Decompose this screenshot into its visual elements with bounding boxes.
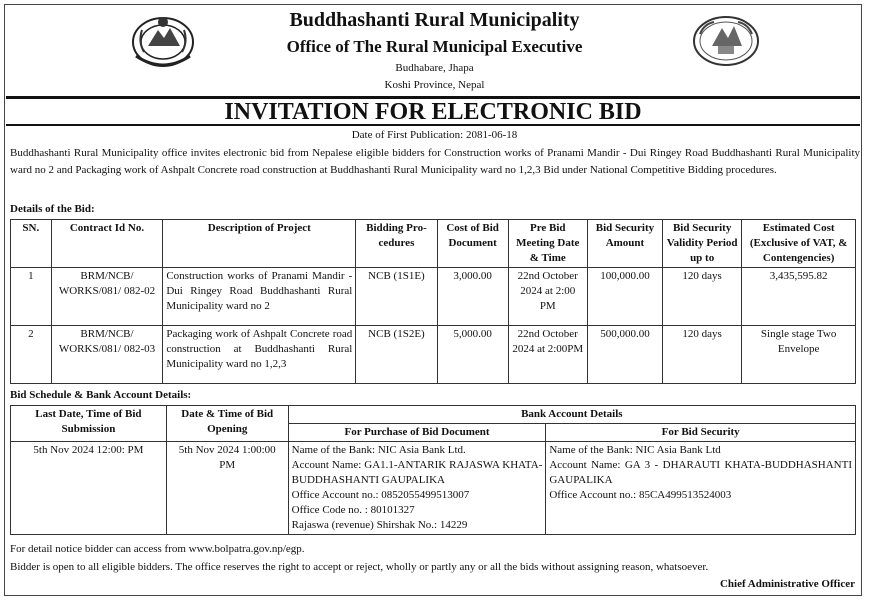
address-line-1: Budhabare, Jhapa [395,62,474,74]
table-header-cell: Pre Bid Meeting Date & Time [508,220,587,268]
detail-notice-text: For detail notice bidder can access from www.bolpatra.gov.np/egp. [10,543,305,555]
table-header-row [11,220,856,268]
table-row [11,326,856,384]
table-row [11,442,856,535]
security-bank-cell [546,442,856,535]
bank-line: Office Account no.: 85CA499513524003 [549,489,732,501]
schedule-table [10,405,856,535]
schedule-label: Bid Schedule & Bank Account Details: [10,389,192,401]
table-header-cell: Bid Security Amount [587,220,662,268]
table-cell: 5th Nov 2024 12:00: PM [11,442,167,535]
table-cell: 22nd October 2024 at 2:00PM [508,326,587,384]
table-header-cell: Bidding Pro-cedures [356,220,437,268]
purchase-bank-cell [288,442,546,535]
bank-line: Name of the Bank: NIC Asia Bank Ltd. [291,444,466,456]
table-cell: Packaging work of Ashpalt Concrete road construction at Buddhashanti Rural Municipality ward no 1,2,3 [163,326,356,384]
bank-line: Rajaswa (revenue) Shirshak No.: 14229 [291,519,468,531]
bank-line: Account Name: GA1.1-ANTARIK RAJASWA KHATA-BUDDHASHANTI GAUPALIKA [291,459,543,486]
bank-line: Name of the Bank: NIC Asia Bank Ltd [549,444,721,456]
bid-details-table [10,219,856,384]
signatory: Chief Administrative Officer [719,578,855,590]
table-cell: 500,000.00 [587,326,662,384]
table-header-cell: Bank Account Details [288,406,855,424]
office-name: Office of The Rural Municipal Executive [286,37,583,56]
bid-details-label: Details of the Bid: [10,203,95,215]
table-cell: BRM/NCB/ WORKS/081/ 082-03 [51,326,163,384]
table-cell: Construction works of Pranami Mandir - Dui Ringey Road Buddhashanti Rural Municipality ward no 2 [163,268,356,326]
bank-line: Office Account no.: 0852055499513007 [291,489,470,501]
table-header-cell: Description of Project [163,220,356,268]
address-line-2: Koshi Province, Nepal [384,79,485,91]
bank-line: Account Name: GA 3 - DHARAUTI KHATA-BUDDHASHANTI GAUPALIKA [549,459,852,486]
table-cell: 2 [11,326,52,384]
table-cell: 1 [11,268,52,326]
table-header-cell: Date & Time of Bid Opening [166,406,288,442]
table-cell: NCB (1S1E) [356,268,437,326]
org-name: Buddhashanti Rural Municipality [289,9,580,31]
table-cell: BRM/NCB/ WORKS/081/ 082-02 [51,268,163,326]
table-cell: NCB (1S2E) [356,326,437,384]
table-cell: 120 days [663,326,742,384]
table-header-cell: Bid Security Validity Period up to [663,220,742,268]
table-header-cell: SN. [11,220,52,268]
table-cell: 100,000.00 [587,268,662,326]
table-header-row [11,406,856,424]
intro-paragraph: Buddhashanti Rural Municipality office invites electronic bid from Nepalese eligible bidders for Construction works of Pranami Mandir - Dui Ringey Road Buddhashanti Rural Municipality ward no 2 and Packaging work of Ashpalt Concrete road construction at Buddhashanti Rural Municipality ward no 1,2,3 Bid under National Competitive Bidding procedures. [10,147,860,176]
table-cell: 3,000.00 [437,268,508,326]
table-cell: Single stage Two Envelope [742,326,856,384]
table-cell: 22nd October 2024 at 2:00 PM [508,268,587,326]
table-cell: 5,000.00 [437,326,508,384]
notice-title: INVITATION FOR ELECTRONIC BID [6,96,860,126]
table-header-cell: Last Date, Time of Bid Submission [11,406,167,442]
table-cell: 3,435,595.82 [742,268,856,326]
table-cell: 5th Nov 2024 1:00:00 PM [166,442,288,535]
disclaimer-text: Bidder is open to all eligible bidders. The office reserves the right to accept or reject, wholly or partly any or all the bids without assigning reason, whatsoever. [10,561,709,573]
table-row [11,268,856,326]
table-header-cell: Contract Id No. [51,220,163,268]
table-cell: 120 days [663,268,742,326]
table-header-cell: Cost of Bid Document [437,220,508,268]
table-header-cell: For Purchase of Bid Document [288,424,546,442]
table-header-cell: Estimated Cost (Exclusive of VAT, & Contengencies) [742,220,856,268]
table-header-cell: For Bid Security [546,424,856,442]
bank-line: Office Code no. : 80101327 [291,504,415,516]
publication-date: Date of First Publication: 2081-06-18 [351,129,518,141]
